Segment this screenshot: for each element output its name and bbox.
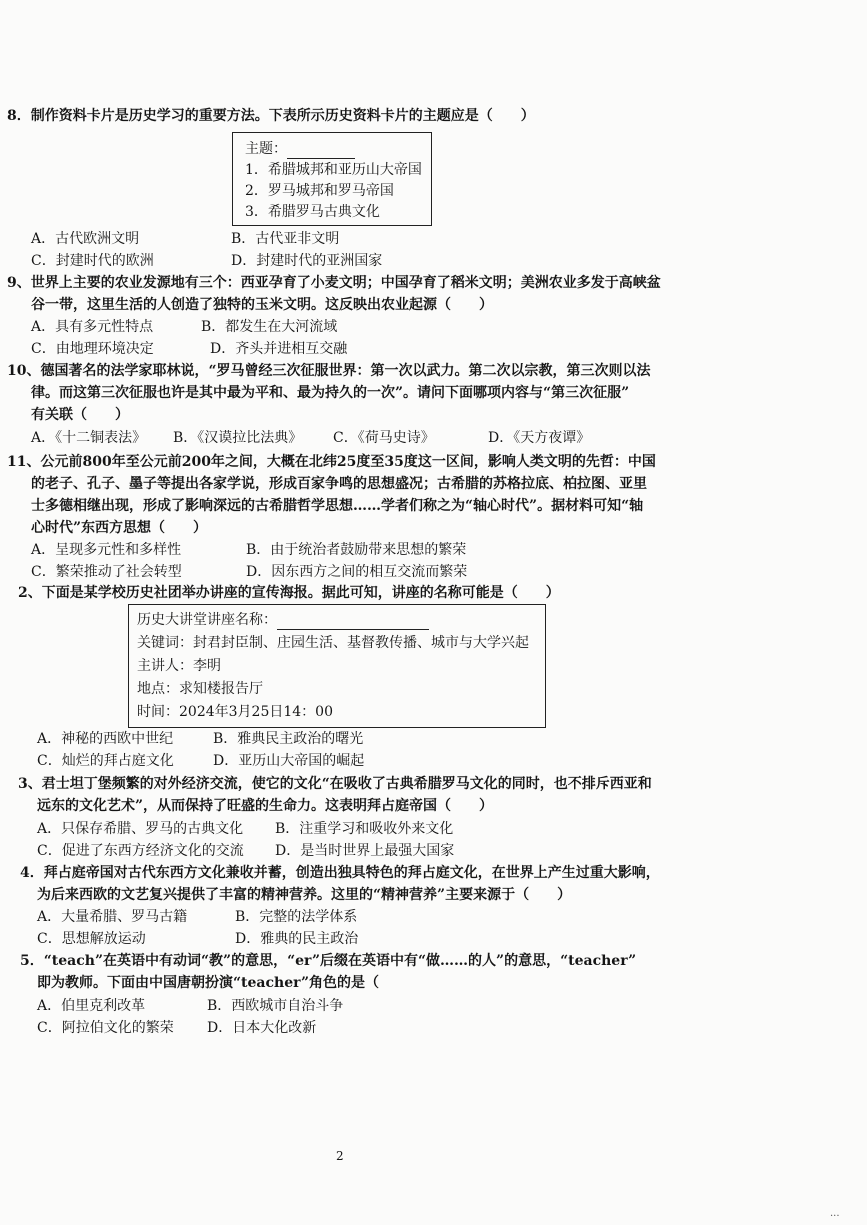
q13-option-b: B．注重学习和吸收外来文化 xyxy=(275,821,454,837)
q13-option-d: D．是当时世界上最强大国家 xyxy=(275,843,455,859)
question-15-stem-line-2: 即为教师。下面由中国唐朝扮演“teacher”角色的是（ xyxy=(37,975,380,991)
poster-name-label: 历史大讲堂讲座名称： xyxy=(137,610,429,630)
q15-option-a: A．伯里克利改革 xyxy=(37,998,146,1014)
corner-mark: ... xyxy=(830,1208,840,1219)
question-8-stem: 8．制作资料卡片是历史学习的重要方法。下表所示历史资料卡片的主题应是（ ） xyxy=(7,108,535,124)
question-10-stem-line-1: 10、德国著名的法学家耶林说，“罗马曾经三次征服世界：第一次以武力。第二次以宗教，第三次则以法 xyxy=(7,363,651,379)
card-title: 主题： xyxy=(245,139,355,159)
q14-option-d: D．雅典的民主政治 xyxy=(235,931,359,947)
question-14-stem-line-1: 4．拜占庭帝国对古代东西方文化兼收并蓄，创造出独具特色的拜占庭文化，在世界上产生过重大影响， xyxy=(20,865,660,881)
q14-option-c: C．思想解放运动 xyxy=(37,931,146,947)
question-12-stem: 2、下面是某学校历史社团举办讲座的宣传海报。据此可知，讲座的名称可能是（ ） xyxy=(18,585,560,601)
q9-option-b: B．都发生在大河流域 xyxy=(201,319,338,335)
q8-option-b: B．古代亚非文明 xyxy=(231,231,340,247)
q11-option-b: B．由于统治者鼓励带来思想的繁荣 xyxy=(246,542,467,558)
question-10-stem-line-2: 律。而这第三次征服也许是其中最为平和、最为持久的一次”。请问下面哪项内容与“第三次征服” xyxy=(31,385,630,401)
card-item-2: 2．罗马城邦和罗马帝国 xyxy=(245,183,394,199)
page-number: 2 xyxy=(336,1149,344,1163)
q10-option-a: A．《十二铜表法》 xyxy=(31,430,147,446)
q10-option-c: C．《荷马史诗》 xyxy=(333,430,435,446)
q8-option-c: C．封建时代的欧洲 xyxy=(31,253,154,269)
q13-option-a: A．只保存希腊、罗马的古典文化 xyxy=(37,821,244,837)
question-11-stem-line-3: 士多德相继出现，形成了影响深远的古希腊哲学思想……学者们称之为“轴心时代”。据材料可知“轴 xyxy=(31,498,644,514)
question-13-stem-line-2: 远东的文化艺术”，从而保持了旺盛的生命力。这表明拜占庭帝国（ ） xyxy=(37,798,494,814)
q11-option-c: C．繁荣推动了社会转型 xyxy=(31,564,182,580)
question-9-stem-line-1: 9、世界上主要的农业发源地有三个：西亚孕育了小麦文明；中国孕育了稻米文明；美洲农业多发于高峡盆 xyxy=(7,275,661,291)
q14-option-a: A．大量希腊、罗马古籍 xyxy=(37,909,188,925)
q8-option-a: A．古代欧洲文明 xyxy=(31,231,140,247)
q9-option-a: A．具有多元性特点 xyxy=(31,319,154,335)
q12-option-d: D．亚历山大帝国的崛起 xyxy=(213,753,365,769)
q15-option-b: B．西欧城市自治斗争 xyxy=(207,998,344,1014)
card-item-3: 3．希腊罗马古典文化 xyxy=(245,204,380,220)
question-11-stem-line-4: 心时代”东西方思想（ ） xyxy=(31,520,208,536)
card-item-1: 1．希腊城邦和亚历山大帝国 xyxy=(245,162,422,178)
q10-option-d: D．《天方夜谭》 xyxy=(488,430,591,446)
lecture-poster xyxy=(128,604,546,728)
poster-venue: 地点：求知楼报告厅 xyxy=(137,681,263,697)
q15-option-c: C．阿拉伯文化的繁荣 xyxy=(37,1020,174,1036)
question-11-stem-line-2: 的老子、孔子、墨子等提出各家学说，形成百家争鸣的思想盛况；古希腊的苏格拉底、柏拉图、亚里 xyxy=(31,476,647,492)
q11-option-a: A．呈现多元性和多样性 xyxy=(31,542,182,558)
poster-keywords: 关键词：封君封臣制、庄园生活、基督教传播、城市与大学兴起 xyxy=(137,635,529,651)
question-8-data-card xyxy=(232,132,432,226)
q10-option-b: B．《汉谟拉比法典》 xyxy=(173,430,303,446)
q12-option-b: B．雅典民主政治的曙光 xyxy=(213,731,364,747)
question-13-stem-line-1: 3、君士坦丁堡频繁的对外经济交流，使它的文化“在吸收了古典希腊罗马文化的同时，也不排斥西亚和 xyxy=(18,776,652,792)
question-14-stem-line-2: 为后来西欧的文艺复兴提供了丰富的精神营养。这里的“精神营养”主要来源于（ ） xyxy=(37,887,572,903)
question-9-stem-line-2: 谷一带，这里生活的人创造了独特的玉米文明。这反映出农业起源（ ） xyxy=(31,297,493,313)
question-10-stem-line-3: 有关联（ ） xyxy=(31,407,129,423)
poster-speaker: 主讲人：李明 xyxy=(137,658,221,674)
question-11-stem-line-1: 11、公元前800年至公元前200年之间，大概在北纬25度至35度这一区间，影响人类文明的先哲：中国 xyxy=(7,454,656,470)
q12-option-a: A．神秘的西欧中世纪 xyxy=(37,731,174,747)
q9-option-c: C．由地理环境决定 xyxy=(31,341,154,357)
poster-time: 时间：2024年3月25日14：00 xyxy=(137,704,333,720)
q11-option-d: D．因东西方之间的相互交流而繁荣 xyxy=(246,564,468,580)
question-15-stem-line-1: 5．“teach”在英语中有动词“教”的意思，“er”后缀在英语中有“做……的人”的意思，“teacher” xyxy=(20,953,637,969)
q14-option-b: B．完整的法学体系 xyxy=(235,909,358,925)
q8-option-d: D．封建时代的亚洲国家 xyxy=(231,253,383,269)
q15-option-d: D．日本大化改新 xyxy=(207,1020,317,1036)
q9-option-d: D．齐头并进相互交融 xyxy=(210,341,348,357)
q13-option-c: C．促进了东西方经济文化的交流 xyxy=(37,843,244,859)
q12-option-c: C．灿烂的拜占庭文化 xyxy=(37,753,174,769)
